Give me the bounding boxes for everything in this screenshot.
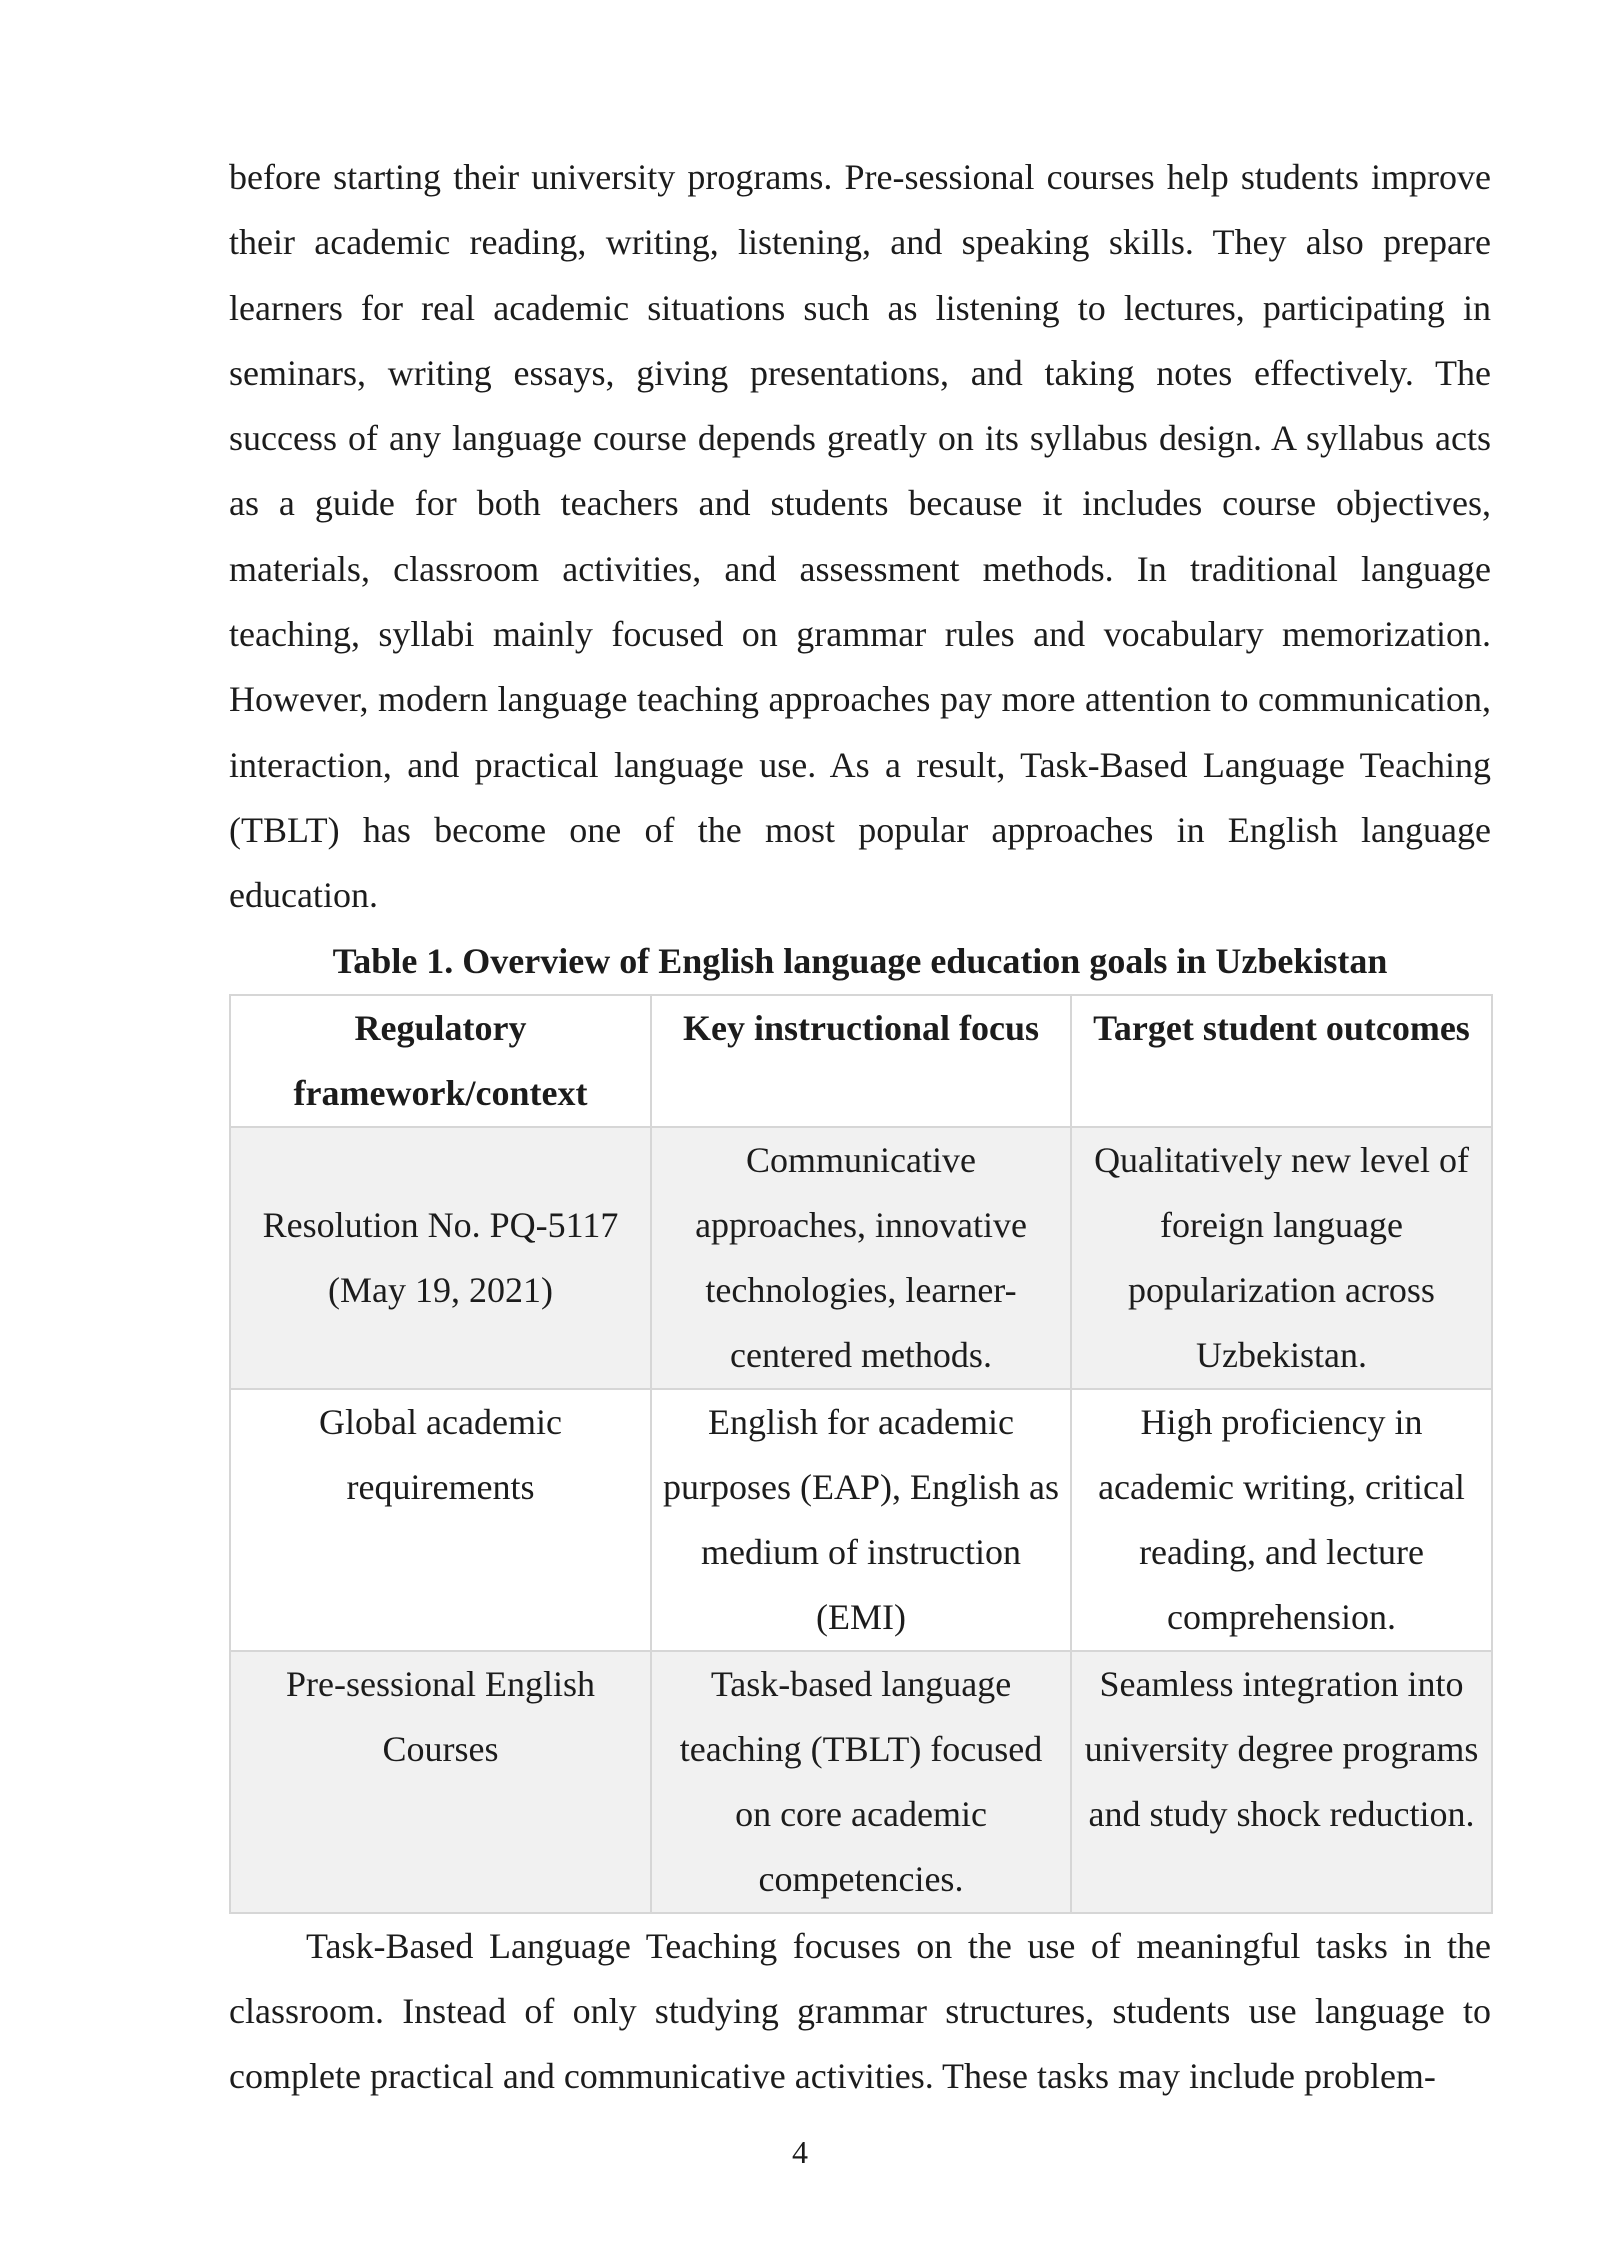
cell-context: Pre-sessional English Courses bbox=[230, 1651, 651, 1913]
header-focus: Key instructional focus bbox=[651, 995, 1071, 1127]
cell-outcomes: Qualitatively new level of foreign language popularization across Uzbekistan. bbox=[1071, 1127, 1492, 1389]
table-row bbox=[230, 1127, 1492, 1389]
page-number: 4 bbox=[792, 2134, 808, 2170]
table-header-row bbox=[230, 995, 1492, 1127]
cell-focus: Communicative approaches, innovative technologies, learner-centered methods. bbox=[651, 1127, 1071, 1389]
header-context: Regulatory framework/context bbox=[230, 995, 651, 1127]
cell-focus: English for academic purposes (EAP), English as medium of instruction (EMI) bbox=[651, 1389, 1071, 1651]
table-caption: Table 1. Overview of English language education goals in Uzbekistan bbox=[332, 940, 1388, 981]
cell-focus: Task-based language teaching (TBLT) focused on core academic competencies. bbox=[651, 1651, 1071, 1913]
table-row bbox=[230, 1651, 1492, 1913]
cell-context: Global academic requirements bbox=[230, 1389, 651, 1651]
page-body bbox=[229, 145, 1491, 2109]
overview-table bbox=[229, 994, 1493, 1914]
header-outcomes: Target student outcomes bbox=[1071, 995, 1492, 1127]
intro-paragraph: before starting their university programs. Pre-sessional courses help students improve their academic reading, writing, listening, and speaking skills. They also prepare learners for real academic situations such as listening to lectures, participating in seminars, writing essays, giving presentations, and taking notes effectively. The success of any language course depends greatly on its syllabus design. A syllabus acts as a guide for both teachers and students because it includes course objectives, materials, classroom activities, and assessment methods. In traditional language teaching, syllabi mainly focused on grammar rules and vocabulary memorization. However, modern language teaching approaches pay more attention to communication, interaction, and practical language use. As a result, Task-Based Language Teaching (TBLT) has become one of the most popular approaches in English language education. bbox=[229, 157, 1491, 916]
cell-outcomes: Seamless integration into university degree programs and study shock reduction. bbox=[1071, 1651, 1492, 1913]
cell-context: Resolution No. PQ-5117 (May 19, 2021) bbox=[230, 1127, 651, 1389]
cell-outcomes: High proficiency in academic writing, critical reading, and lecture comprehension. bbox=[1071, 1389, 1492, 1651]
table-row bbox=[230, 1389, 1492, 1651]
closing-paragraph: Task-Based Language Teaching focuses on the use of meaningful tasks in the classroom. Instead of only studying grammar structures, students use language to complete practical and communicative activities. These tasks may include problem- bbox=[229, 1925, 1491, 2097]
